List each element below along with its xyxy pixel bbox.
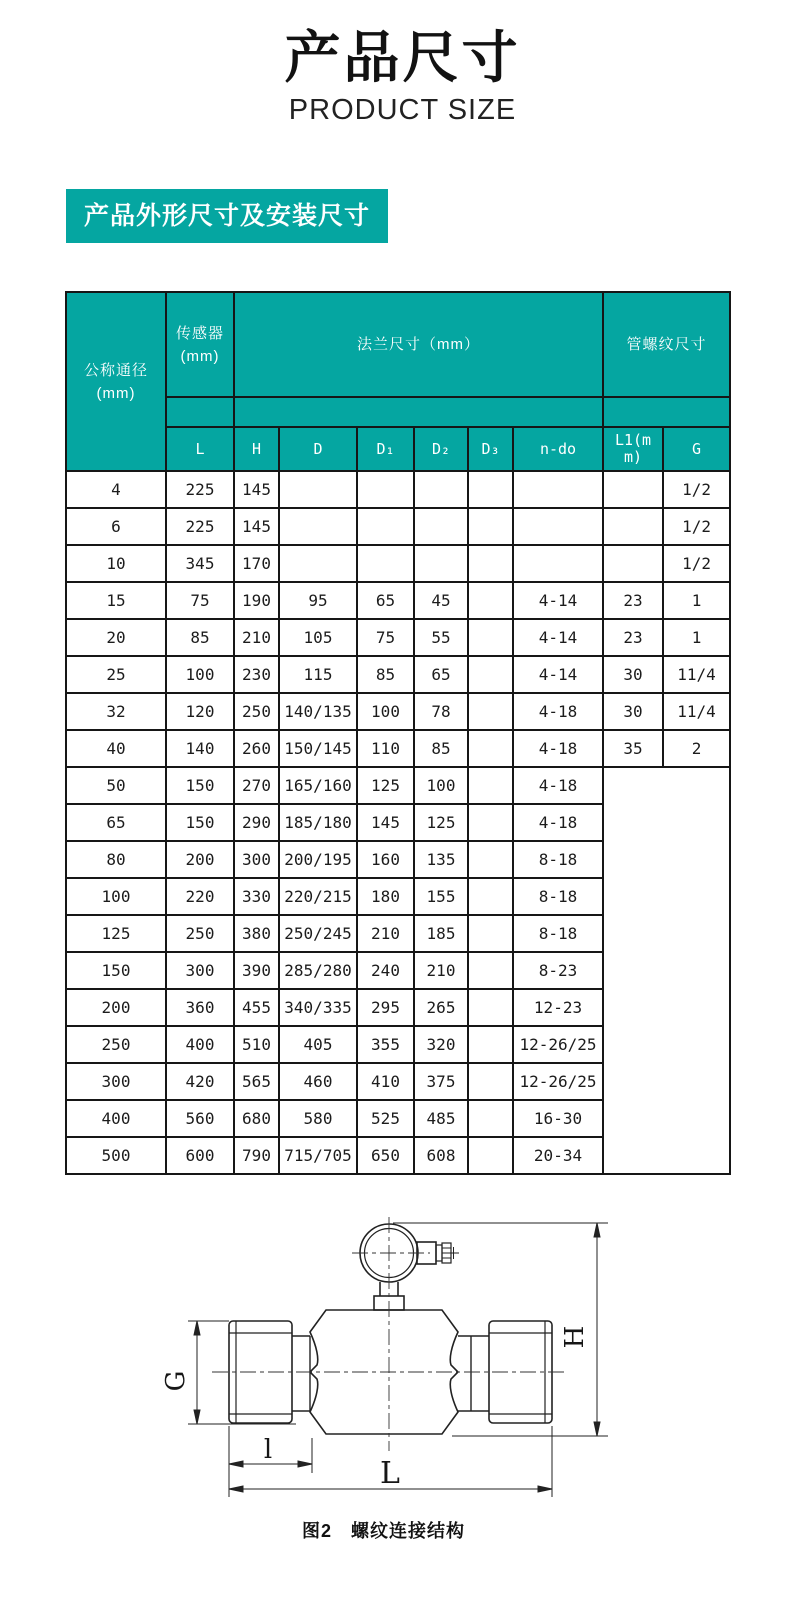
table-cell: 10: [66, 545, 166, 582]
table-cell: 250: [166, 915, 234, 952]
table-cell: 210: [357, 915, 414, 952]
table-cell: 55: [414, 619, 468, 656]
table-cell: 460: [279, 1063, 357, 1100]
table-cell: 230: [234, 656, 279, 693]
table-cell: [468, 878, 513, 915]
table-cell: 30: [603, 656, 663, 693]
table-cell: 25: [66, 656, 166, 693]
table-cell: 285/280: [279, 952, 357, 989]
sensor-unit: (mm): [180, 347, 220, 365]
dimension-label-G: G: [161, 1371, 191, 1392]
table-cell: 65: [414, 656, 468, 693]
table-cell: 105: [279, 619, 357, 656]
table-cell: 455: [234, 989, 279, 1026]
table-header: [66, 292, 730, 471]
table-cell: 4-18: [513, 804, 603, 841]
table-cell: [468, 693, 513, 730]
table-cell: 145: [234, 471, 279, 508]
table-row: [66, 582, 730, 619]
table-cell: 35: [603, 730, 663, 767]
table-cell: 220: [166, 878, 234, 915]
sub-header-D1: D₁: [357, 427, 414, 471]
table-cell: 400: [166, 1026, 234, 1063]
dimension-label-H: H: [560, 1326, 590, 1349]
table-cell: [357, 545, 414, 582]
page-title: 产品尺寸: [284, 26, 521, 89]
table-cell: 715/705: [279, 1137, 357, 1174]
table-cell: [414, 508, 468, 545]
table-cell: 300: [66, 1063, 166, 1100]
section-banner: [66, 189, 388, 243]
product-size-table: [65, 291, 731, 1175]
pipe-thread-merged-empty-cell: [603, 767, 730, 1174]
sub-header-D3: D₃: [468, 427, 513, 471]
table-cell: 78: [414, 693, 468, 730]
table-cell: 790: [234, 1137, 279, 1174]
table-cell: [357, 471, 414, 508]
table-cell: 40: [66, 730, 166, 767]
table-cell: 485: [414, 1100, 468, 1137]
col-header-nominal-diameter: [66, 292, 166, 471]
table-row: [66, 508, 730, 545]
table-header-row-2: [66, 397, 730, 427]
table-cell: [414, 545, 468, 582]
table-cell: 1: [663, 582, 730, 619]
table-cell: 210: [414, 952, 468, 989]
table-cell: 4: [66, 471, 166, 508]
table-cell: 250/245: [279, 915, 357, 952]
table-cell: 23: [603, 619, 663, 656]
table-row: [66, 619, 730, 656]
table-cell: 608: [414, 1137, 468, 1174]
table-cell: [468, 730, 513, 767]
table-cell: 405: [279, 1026, 357, 1063]
dimension-G: [188, 1321, 296, 1424]
table-cell: 11/4: [663, 693, 730, 730]
table-row: [66, 693, 730, 730]
table-row: [66, 545, 730, 582]
centerlines: [212, 1217, 565, 1451]
table-cell: 95: [279, 582, 357, 619]
threaded-connection-diagram: [0, 1189, 805, 1506]
diagram-wrap: [0, 1189, 805, 1511]
table-cell: 100: [66, 878, 166, 915]
table-cell: 320: [414, 1026, 468, 1063]
table-cell: 125: [357, 767, 414, 804]
table-cell: 23: [603, 582, 663, 619]
table-cell: 290: [234, 804, 279, 841]
table-cell: 12-23: [513, 989, 603, 1026]
dimension-label-l: l: [263, 1435, 273, 1466]
right-neck: [458, 1336, 489, 1411]
table-cell: 4-18: [513, 730, 603, 767]
table-cell: 390: [234, 952, 279, 989]
table-cell: [468, 767, 513, 804]
table-cell: 225: [166, 508, 234, 545]
table-cell: 65: [66, 804, 166, 841]
table-cell: 30: [603, 693, 663, 730]
table-cell: 20-34: [513, 1137, 603, 1174]
table-cell: 380: [234, 915, 279, 952]
table-cell: 410: [357, 1063, 414, 1100]
table-cell: 4-14: [513, 656, 603, 693]
table-cell: 500: [66, 1137, 166, 1174]
table-cell: 8-18: [513, 878, 603, 915]
table-cell: [279, 471, 357, 508]
table-cell: 75: [357, 619, 414, 656]
table-cell: 1: [663, 619, 730, 656]
table-cell: [279, 508, 357, 545]
table-cell: [468, 582, 513, 619]
sub-header-H: H: [234, 427, 279, 471]
table-cell: 125: [414, 804, 468, 841]
table-cell: 140/135: [279, 693, 357, 730]
table-cell: 160: [357, 841, 414, 878]
table-cell: 295: [357, 989, 414, 1026]
table-cell: 345: [166, 545, 234, 582]
sub-header-G: G: [663, 427, 730, 471]
nominal-diameter-unit: (mm): [96, 384, 136, 402]
nominal-diameter-label: 公称通径: [83, 361, 148, 379]
table-cell: 510: [234, 1026, 279, 1063]
table-cell: 260: [234, 730, 279, 767]
table-cell: 250: [66, 1026, 166, 1063]
table-cell: [468, 471, 513, 508]
table-cell: 150: [166, 767, 234, 804]
table-cell: 375: [414, 1063, 468, 1100]
table-cell: 150: [166, 804, 234, 841]
table-cell: [468, 952, 513, 989]
table-cell: [468, 1137, 513, 1174]
table-cell: 240: [357, 952, 414, 989]
table-cell: 85: [166, 619, 234, 656]
table-cell: 185/180: [279, 804, 357, 841]
dimension-label-L: L: [380, 1456, 400, 1492]
table-row: [66, 767, 730, 804]
table-cell: [468, 656, 513, 693]
table-cell: 6: [66, 508, 166, 545]
table-cell: 11/4: [663, 656, 730, 693]
table-cell: 165/160: [279, 767, 357, 804]
table-cell: 180: [357, 878, 414, 915]
table-cell: 4-14: [513, 619, 603, 656]
table-cell: 680: [234, 1100, 279, 1137]
table-cell: 340/335: [279, 989, 357, 1026]
col-header-pipe-thread-size: 管螺纹尺寸: [603, 292, 730, 397]
table-cell: [468, 1026, 513, 1063]
table-cell: 300: [166, 952, 234, 989]
table-cell: [279, 545, 357, 582]
table-cell: 65: [357, 582, 414, 619]
table-cell: 135: [414, 841, 468, 878]
table-cell: 32: [66, 693, 166, 730]
table-cell: 600: [166, 1137, 234, 1174]
table-cell: 8-23: [513, 952, 603, 989]
table-cell: 115: [279, 656, 357, 693]
table-cell: 650: [357, 1137, 414, 1174]
sub-header-L1: [603, 427, 663, 471]
table-cell: 560: [166, 1100, 234, 1137]
table-row: [66, 656, 730, 693]
table-row: [66, 471, 730, 508]
page-subtitle: PRODUCT SIZE: [288, 94, 517, 127]
table-cell: 140: [166, 730, 234, 767]
table-cell: 360: [166, 989, 234, 1026]
table-header-row-1: [66, 292, 730, 397]
table-cell: 8-18: [513, 915, 603, 952]
col-header-flange-size: 法兰尺寸（mm）: [234, 292, 603, 397]
table-cell: 80: [66, 841, 166, 878]
table-header-row-3: [66, 427, 730, 471]
table-cell: 8-18: [513, 841, 603, 878]
table-cell: [357, 508, 414, 545]
sensor-label: 传感器: [175, 324, 224, 342]
section-banner-label: 产品外形尺寸及安装尺寸: [84, 202, 371, 231]
table-cell: 4-18: [513, 767, 603, 804]
table-cell: 145: [234, 508, 279, 545]
sub-header-n-do: n-do: [513, 427, 603, 471]
table-cell: 120: [166, 693, 234, 730]
col-header-sensor: [166, 292, 234, 397]
table-cell: 16-30: [513, 1100, 603, 1137]
table-cell: [603, 545, 663, 582]
table-cell: 265: [414, 989, 468, 1026]
table-cell: [513, 471, 603, 508]
table-cell: 150: [66, 952, 166, 989]
table-cell: 45: [414, 582, 468, 619]
table-cell: 100: [166, 656, 234, 693]
table-cell: 85: [414, 730, 468, 767]
table-cell: 125: [66, 915, 166, 952]
table-body: [66, 471, 730, 1174]
spacer-cell: [166, 397, 234, 427]
sub-header-D2: D₂: [414, 427, 468, 471]
table-cell: 525: [357, 1100, 414, 1137]
table-cell: [513, 508, 603, 545]
table-cell: 330: [234, 878, 279, 915]
table-cell: 145: [357, 804, 414, 841]
table-cell: 170: [234, 545, 279, 582]
table-cell: 1/2: [663, 508, 730, 545]
table-cell: 12-26/25: [513, 1063, 603, 1100]
table-cell: 100: [414, 767, 468, 804]
table-cell: [468, 545, 513, 582]
table-cell: 225: [166, 471, 234, 508]
table-cell: 1/2: [663, 471, 730, 508]
table-cell: 85: [357, 656, 414, 693]
table-cell: [468, 841, 513, 878]
table-cell: 110: [357, 730, 414, 767]
table-cell: 4-18: [513, 693, 603, 730]
table-cell: [468, 804, 513, 841]
table-cell: 12-26/25: [513, 1026, 603, 1063]
table-row: [66, 730, 730, 767]
left-neck: [292, 1336, 310, 1411]
table-cell: 190: [234, 582, 279, 619]
table-cell: 150/145: [279, 730, 357, 767]
table-cell: [468, 989, 513, 1026]
table-cell: 200: [166, 841, 234, 878]
table-cell: 2: [663, 730, 730, 767]
table-cell: [468, 619, 513, 656]
table-cell: 100: [357, 693, 414, 730]
sub-header-L: L: [166, 427, 234, 471]
table-cell: 420: [166, 1063, 234, 1100]
table-cell: [513, 545, 603, 582]
table-cell: 50: [66, 767, 166, 804]
sub-header-D: D: [279, 427, 357, 471]
figure-caption: 图2 螺纹连接结构: [301, 1521, 465, 1542]
table-cell: [603, 508, 663, 545]
table-cell: 185: [414, 915, 468, 952]
sub-header-L1-label: L1(mm): [614, 431, 652, 467]
table-cell: [468, 915, 513, 952]
table-cell: 400: [66, 1100, 166, 1137]
table-cell: 565: [234, 1063, 279, 1100]
spacer-cell: [603, 397, 730, 427]
table-cell: 155: [414, 878, 468, 915]
table-cell: 580: [279, 1100, 357, 1137]
table-cell: [468, 1063, 513, 1100]
table-cell: 75: [166, 582, 234, 619]
table-cell: [414, 471, 468, 508]
table-cell: 200/195: [279, 841, 357, 878]
table-cell: 4-14: [513, 582, 603, 619]
table-cell: 355: [357, 1026, 414, 1063]
table-cell: 15: [66, 582, 166, 619]
table-cell: 220/215: [279, 878, 357, 915]
table-cell: 300: [234, 841, 279, 878]
table-cell: [468, 508, 513, 545]
table-cell: 270: [234, 767, 279, 804]
table-cell: [468, 1100, 513, 1137]
table-cell: 1/2: [663, 545, 730, 582]
table-cell: 250: [234, 693, 279, 730]
table-cell: 210: [234, 619, 279, 656]
table-cell: [603, 471, 663, 508]
table-cell: 20: [66, 619, 166, 656]
spacer-cell: [234, 397, 603, 427]
table-cell: 200: [66, 989, 166, 1026]
